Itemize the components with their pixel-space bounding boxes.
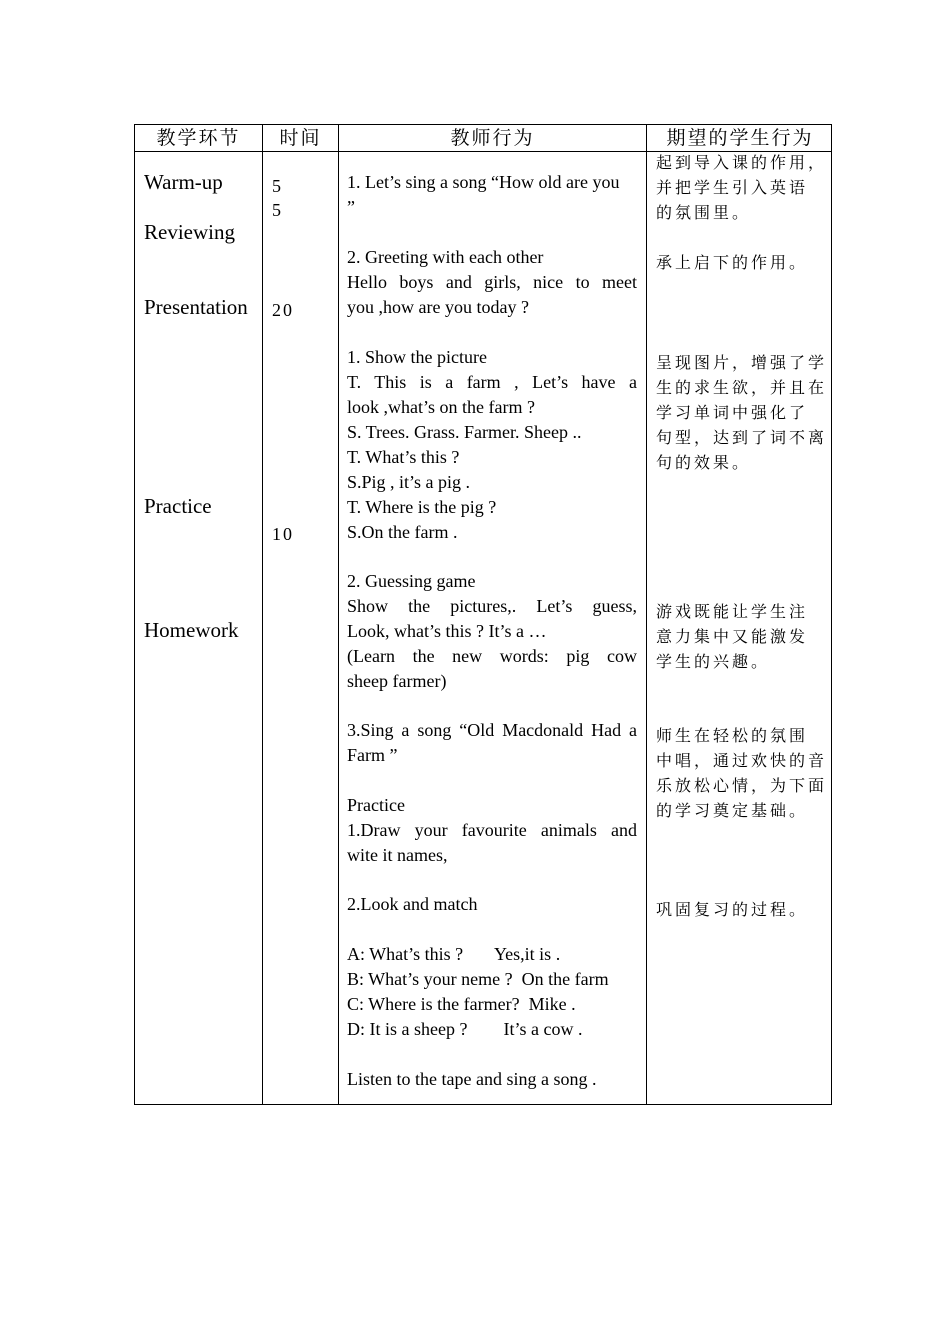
phase-homework: Homework — [144, 618, 239, 642]
teacher-line: C: Where is the farmer? Mike . — [347, 994, 576, 1014]
student-line: 巩固复习的过程。 — [656, 900, 809, 919]
teacher-line: S.Pig , it’s a pig . — [347, 472, 471, 492]
time-practice: 10 — [272, 524, 294, 544]
student-line: 生的求生欲，并且在 — [656, 378, 828, 397]
student-line: 并把学生引入英语 — [656, 178, 809, 197]
phase-practice: Practice — [144, 494, 212, 518]
teacher-line: sheep farmer) — [347, 671, 447, 691]
teacher-line: Practice — [347, 795, 405, 815]
column-divider — [338, 125, 339, 1104]
header-phase: 教学环节 — [156, 127, 241, 149]
teacher-line: A: What’s this ? Yes,it is . — [347, 944, 561, 964]
teacher-line: T. What’s this ? — [347, 447, 460, 467]
student-line: 意力集中又能激发 — [656, 627, 809, 646]
teacher-line: 1. Let’s sing a song “How old are you — [347, 172, 620, 192]
teacher-line: (Learn the new words: pig cow — [347, 646, 637, 666]
teacher-line: ” — [347, 197, 355, 217]
lesson-plan-table — [134, 124, 832, 1105]
student-line: 乐放松心情，为下面 — [656, 776, 828, 795]
time-reviewing: 5 — [272, 200, 283, 220]
student-line: 学习单词中强化了 — [656, 403, 809, 422]
teacher-line: 1. Show the picture — [347, 347, 487, 367]
student-line: 的学习奠定基础。 — [656, 801, 809, 820]
teacher-line: Look, what’s this ? It’s a … — [347, 621, 547, 641]
header-time: 时间 — [279, 127, 322, 149]
column-divider — [262, 125, 263, 1104]
teacher-line: 3.Sing a song “Old Macdonald Had a — [347, 720, 637, 740]
phase-presentation: Presentation — [144, 295, 248, 319]
column-divider — [646, 125, 647, 1104]
teacher-line: S. Trees. Grass. Farmer. Sheep .. — [347, 422, 582, 442]
phase-reviewing: Reviewing — [144, 220, 235, 244]
teacher-line: T. This is a farm , Let’s have a — [347, 372, 637, 392]
teacher-line: 1.Draw your favourite animals and — [347, 820, 637, 840]
teacher-line: Listen to the tape and sing a song . — [347, 1069, 597, 1089]
student-line: 中唱，通过欢快的音 — [656, 751, 828, 770]
teacher-line: 2.Look and match — [347, 894, 478, 914]
teacher-line: B: What’s your neme ? On the farm — [347, 969, 609, 989]
phase-warm-up: Warm-up — [144, 170, 223, 194]
student-line: 呈现图片，增强了学 — [656, 353, 828, 372]
teacher-line: 2. Guessing game — [347, 571, 476, 591]
time-warm-up: 5 — [272, 176, 283, 196]
student-line: 学生的兴趣。 — [656, 652, 771, 671]
student-line: 的氛围里。 — [656, 203, 752, 222]
teacher-line: you ,how are you today ? — [347, 297, 529, 317]
header-student-behavior: 期望的学生行为 — [666, 127, 814, 149]
student-line: 承上启下的作用。 — [656, 253, 809, 272]
teacher-line: Show the pictures,. Let’s guess, — [347, 596, 637, 616]
student-line: 起到导入课的作用， — [656, 153, 828, 172]
teacher-line: D: It is a sheep ? It’s a cow . — [347, 1019, 583, 1039]
student-line: 句的效果。 — [656, 453, 752, 472]
student-line: 句型，达到了词不离 — [656, 428, 828, 447]
teacher-line: T. Where is the pig ? — [347, 497, 497, 517]
time-presentation: 20 — [272, 300, 294, 320]
student-line: 游戏既能让学生注 — [656, 602, 809, 621]
teacher-line: Farm ” — [347, 745, 398, 765]
header-teacher-behavior: 教师行为 — [450, 127, 535, 149]
teacher-line: Hello boys and girls, nice to meet — [347, 272, 637, 292]
teacher-line: wite it names, — [347, 845, 448, 865]
teacher-line: 2. Greeting with each other — [347, 247, 544, 267]
student-line: 师生在轻松的氛围 — [656, 726, 809, 745]
teacher-line: S.On the farm . — [347, 522, 458, 542]
teacher-line: look ,what’s on the farm ? — [347, 397, 535, 417]
